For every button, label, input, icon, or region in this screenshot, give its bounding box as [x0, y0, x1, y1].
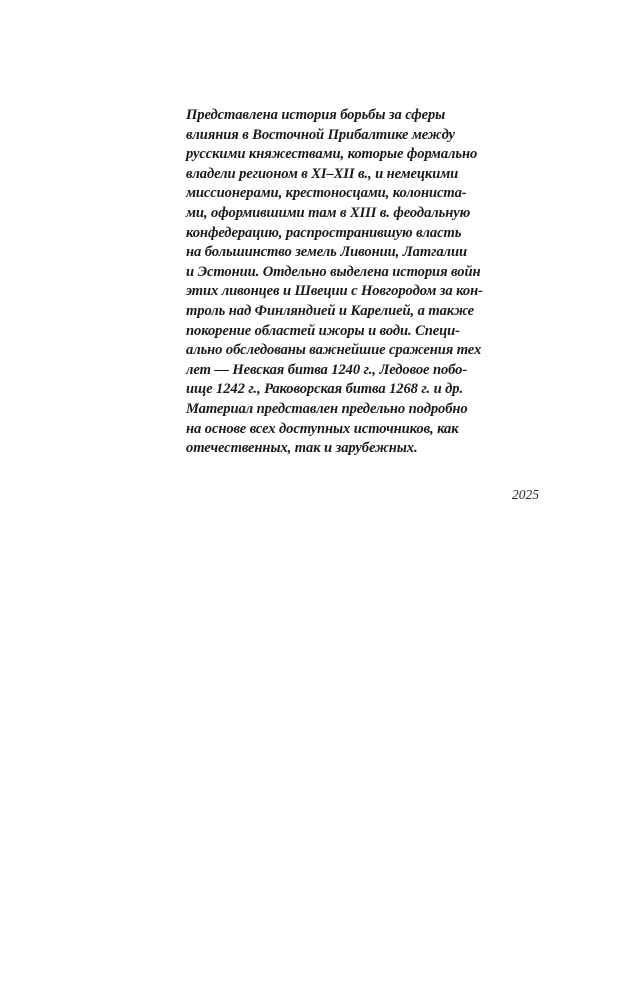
annotation-line: ально обследованы важнейшие сражения тех: [186, 342, 482, 359]
annotation-line: конфедерацию, распространившую власть: [186, 224, 462, 241]
publication-year: 2025: [512, 487, 539, 502]
annotation-line: покорение областей ижоры и води. Специ-: [186, 322, 460, 339]
annotation-line: русскими княжествами, которые формально: [186, 146, 478, 163]
annotation-line: ище 1242 г., Раковорская битва 1268 г. и др.: [186, 381, 464, 398]
annotation-line: этих ливонцев и Швеции с Новгородом за кон-: [186, 283, 483, 300]
annotation-line: отечественных, так и зарубежных.: [186, 440, 418, 457]
annotation-line: Представлена история борьбы за сферы: [186, 107, 446, 123]
annotation-paragraph: [186, 106, 546, 459]
annotation-line: на большинство земель Ливонии, Латгалии: [186, 244, 467, 261]
annotation-line: и Эстонии. Отдельно выделена история войн: [186, 263, 481, 280]
annotation-line: троль над Финляндией и Карелией, а также: [186, 302, 475, 319]
annotation-line: ми, оформившими там в XIII в. феодальную: [186, 204, 471, 221]
annotation-line: владели регионом в XI–XII в., и немецкими: [186, 165, 459, 182]
annotation-line: Материал представлен предельно подробно: [186, 400, 468, 417]
annotation-line: влияния в Восточной Прибалтике между: [186, 126, 455, 143]
annotation-line: на основе всех доступных источников, как: [186, 420, 459, 437]
annotation-line: лет — Невская битва 1240 г., Ледовое побо-: [186, 361, 468, 378]
annotation-line: миссионерами, крестоносцами, колониста-: [186, 185, 467, 202]
